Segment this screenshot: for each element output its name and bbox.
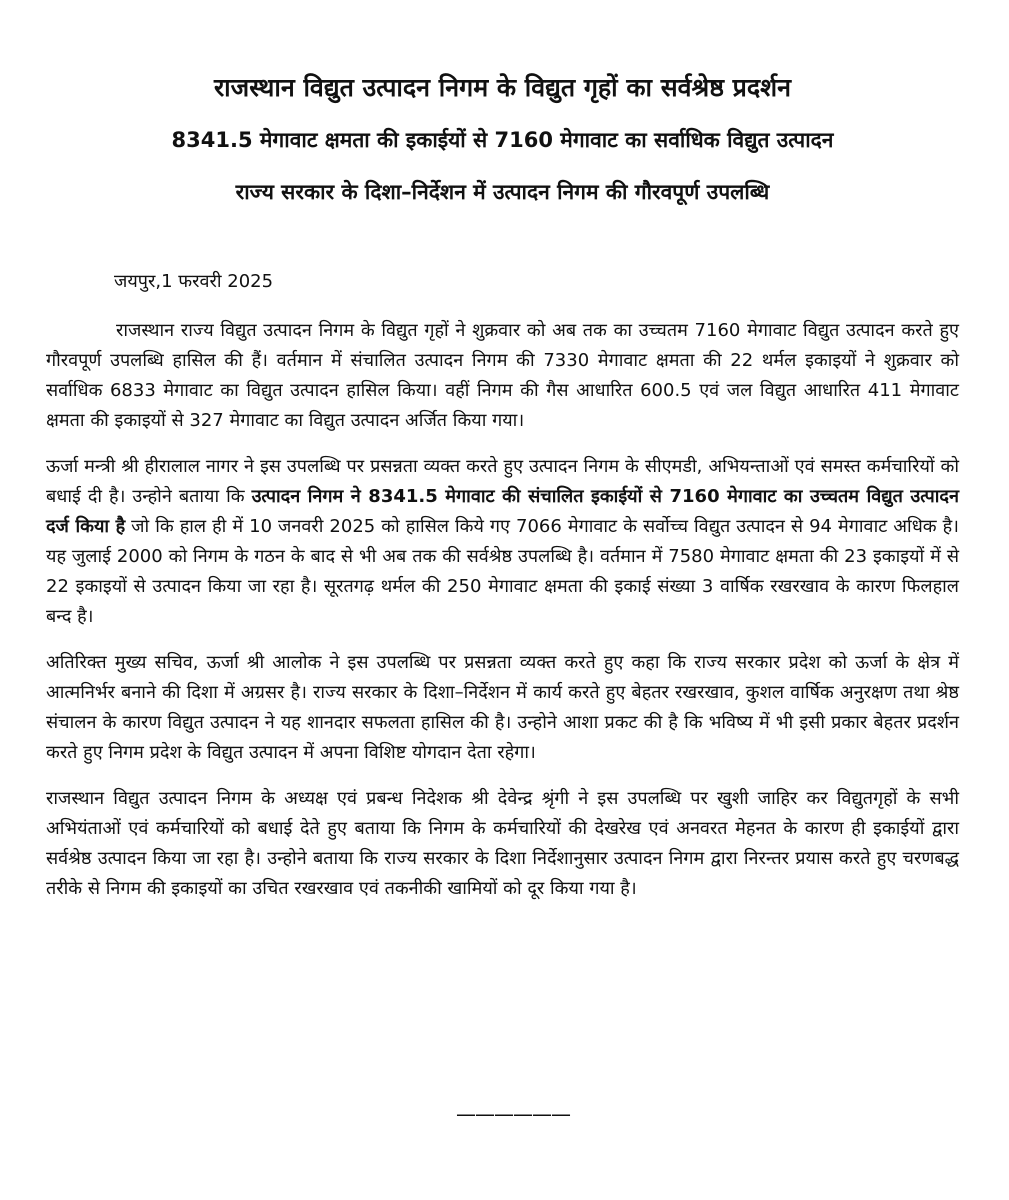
paragraph-2-highlight: उत्पादन निगम ने 8341.5 मेगावाट की संचालित इकाईयों से 7160 मेगावाट का उच्चतम विद्युत उत्पादन दर्ज किया है: [46, 486, 959, 537]
document-title: राजस्थान विद्युत उत्पादन निगम के विद्युत गृहों का सर्वश्रेष्ठ प्रदर्शन: [213, 73, 792, 102]
dateline: जयपुर,1 फरवरी 2025: [114, 271, 274, 292]
subtitle-generation-record: 8341.5 मेगावाट क्षमता की इकाईयों से 7160 मेगावाट का सर्वाधिक विद्युत उत्पादन: [171, 128, 834, 152]
subtitle-achievement: राज्य सरकार के दिशा–निर्देशन में उत्पादन निगम की गौरवपूर्ण उपलब्धि: [235, 180, 770, 204]
paragraph-1: राजस्थान राज्य विद्युत उत्पादन निगम के विद्युत गृहों ने शुक्रवार को अब तक का उच्चतम 7160 मेगावाट विद्युत उत्पादन करते हुए गौरवपूर्ण उपलब्धि हासिल की हैं। वर्तमान में संचालित उत्पादन निगम की 7330 मेगावाट क्षमता की 22 थर्मल इकाइयों ने शुक्रवार को सर्वाधिक 6833 मेगावाट का विद्युत उत्पादन हासिल किया। वहीं निगम की गैस आधारित 600.5 एवं जल विद्युत आधारित 411 मेगावाट क्षमता की इकाइयों से 327 मेगावाट का विद्युत उत्पादन अर्जित किया गया।: [46, 320, 959, 431]
end-mark: ——————: [456, 1102, 570, 1126]
paragraph-2: [46, 452, 959, 632]
paragraph-4: राजस्थान विद्युत उत्पादन निगम के अध्यक्ष एवं प्रबन्ध निदेशक श्री देवेन्द्र श्रृंगी ने इस उपलब्धि पर खुशी जाहिर कर विद्युतगृहों के सभी अभियंताओं एवं कर्मचारियों को बधाई देते हुए बताया कि निगम के कर्मचारियों की देखरेख एवं अनवरत मेहनत के कारण ही इकाईयों द्वारा सर्वश्रेष्ठ उत्पादन किया जा रहा है। उन्होने बताया कि राज्य सरकार के दिशा निर्देशानुसार उत्पादन निगम द्वारा निरन्तर प्रयास करते हुए चरणबद्ध तरीके से निगम की इकाइयों का उचित रखरखाव एवं तकनीकी खामियों को दूर किया गया है।: [46, 788, 959, 899]
paragraph-3: अतिरिक्त मुख्य सचिव, ऊर्जा श्री आलोक ने इस उपलब्धि पर प्रसन्नता व्यक्त करते हुए कहा कि राज्य सरकार प्रदेश को ऊर्जा के क्षेत्र में आत्मनिर्भर बनाने की दिशा में अग्रसर है। राज्य सरकार के दिशा–निर्देशन में कार्य करते हुए बेहतर रखरखाव, कुशल वार्षिक अनुरक्षण तथा श्रेष्ठ संचालन के कारण विद्युत उत्पादन ने यह शानदार सफलता हासिल की है। उन्होने आशा प्रकट की है कि भविष्य में भी इसी प्रकार बेहतर प्रदर्शन करते हुए निगम प्रदेश के विद्युत उत्पादन में अपना विशिष्ट योगदान देता रहेगा।: [46, 652, 959, 763]
paragraph-2-intro: ऊर्जा मन्त्री श्री हीरालाल नागर ने इस उपलब्धि पर प्रसन्नता व्यक्त करते हुए उत्पादन निगम के सीएमडी, अभियन्ताओं एवं समस्त कर्मचारियों को बधाई दी है। उन्होने बताया कि: [46, 456, 959, 507]
paragraph-2-rest: जो कि हाल ही में 10 जनवरी 2025 को हासिल किये गए 7066 मेगावाट के सर्वोच्च विद्युत उत्पादन से 94 मेगावाट अधिक है। यह जुलाई 2000 को निगम के गठन के बाद से भी अब तक की सर्वश्रेष्ठ उपलब्धि है। वर्तमान में 7580 मेगावाट क्षमता की 23 इकाइयों में से 22 इकाइयों से उत्पादन किया जा रहा है। सूरतगढ़ थर्मल की 250 मेगावाट क्षमता की इकाई संख्या 3 वार्षिक रखरखाव के कारण फिलहाल बन्द है।: [46, 516, 960, 627]
